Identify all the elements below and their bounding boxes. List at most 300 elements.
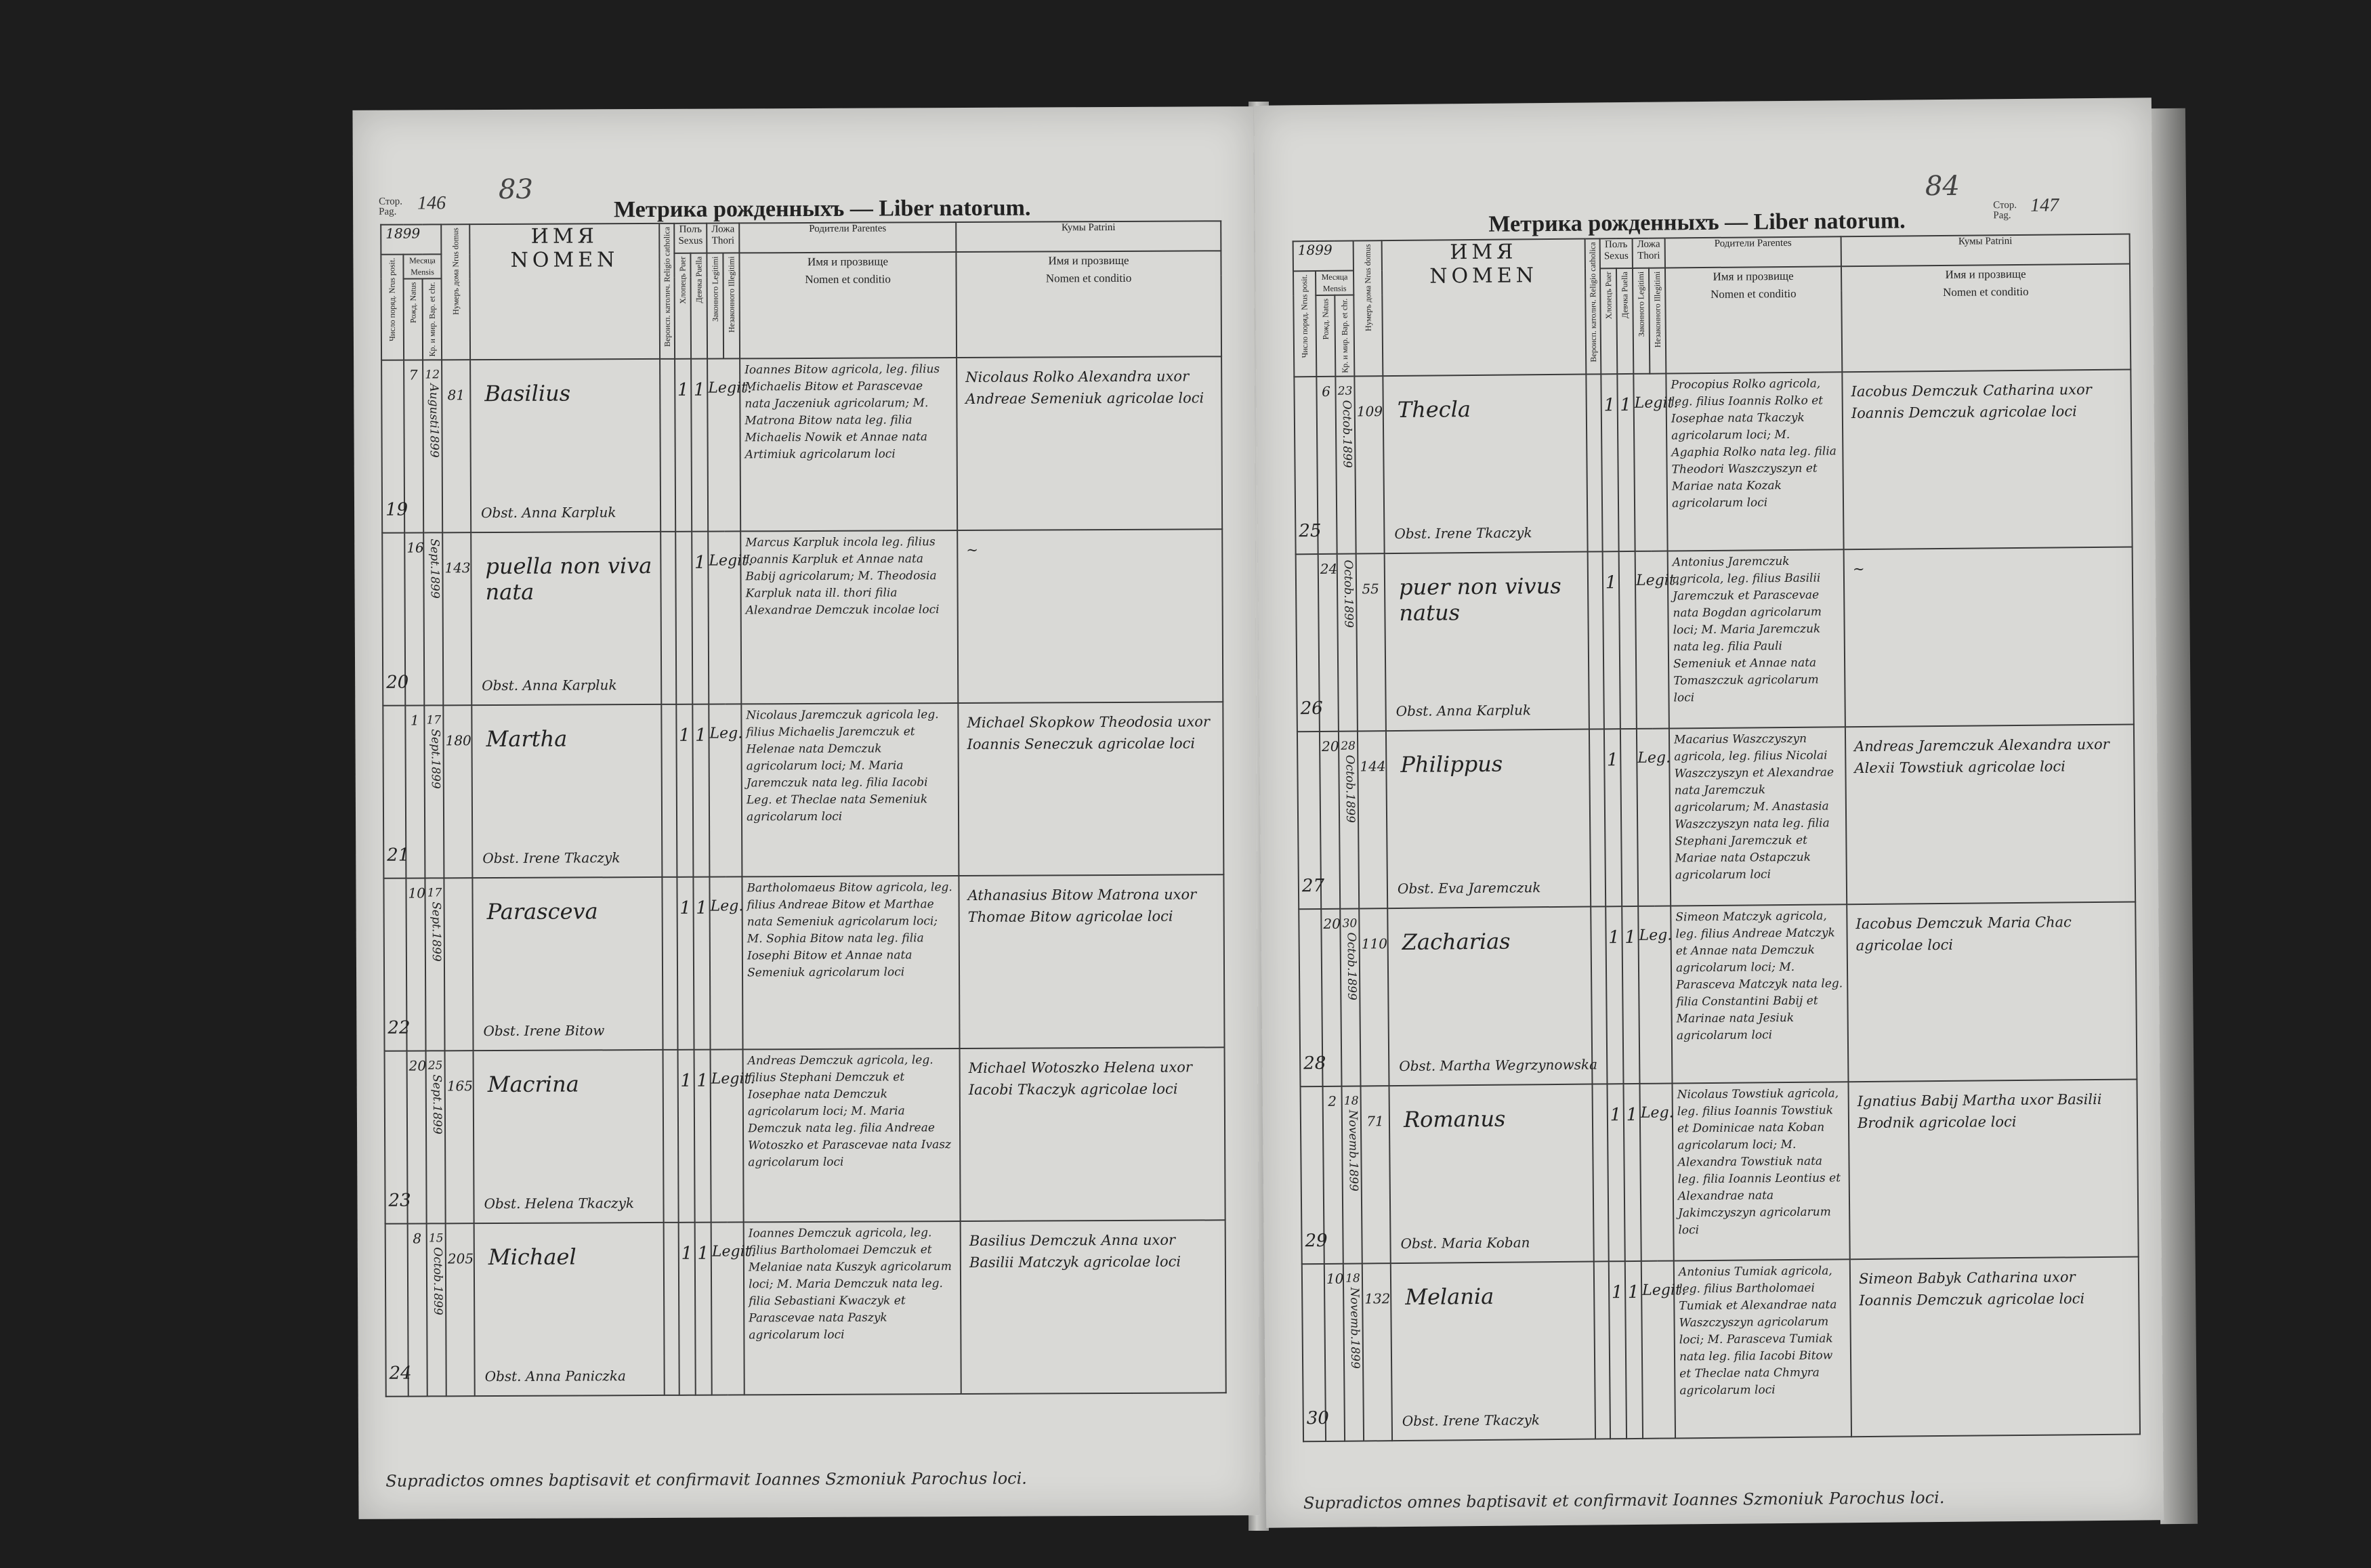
row-number-cell (385, 1051, 411, 1224)
godparents: Athanasius Bitow Matrona uxor Thomae Bitow agricolae loci (967, 886, 1197, 926)
legitimacy: Legit. (711, 1243, 756, 1260)
godparents: Iacobus Demczuk Maria Chac agricolae loci (1855, 914, 2072, 954)
legitimacy-cell (1641, 1261, 1686, 1439)
sex-male-cell (1601, 374, 1618, 551)
name-cell (1386, 729, 1591, 909)
godparents-cell (959, 874, 1224, 1048)
col-nomen (1382, 239, 1587, 377)
register-row (381, 356, 1222, 532)
house-number-cell (1361, 1086, 1391, 1263)
register-row (383, 874, 1224, 1051)
sex-male-mark: 1 (677, 379, 689, 400)
birth-day: 20 (1322, 738, 1339, 755)
page-title: Метрика рожденныхъ — Liber natorum. (614, 195, 1031, 223)
row-number-cell (1294, 377, 1322, 554)
legitimacy: Leg. (709, 725, 743, 742)
row-number-cell (385, 1224, 412, 1397)
baptism-date-cell (1337, 554, 1358, 732)
house-number-cell (444, 878, 473, 1051)
religion-cell (660, 359, 675, 532)
legitimacy-cell (709, 877, 742, 1050)
godparents-cell (1849, 1080, 2139, 1260)
child-name: puella non viva nata (485, 553, 652, 606)
midwife: Obst. Helena Tkaczyk (484, 1195, 635, 1212)
baptism-day: 17 (426, 713, 442, 727)
page-number: 146 (417, 192, 446, 214)
legitimacy-cell (1637, 729, 1671, 906)
register-row (385, 1047, 1225, 1223)
sex-female-mark: 1 (1626, 1105, 1638, 1126)
baptism-day: 23 (1337, 384, 1353, 398)
month: Sept. (427, 538, 442, 570)
child-name: Thecla (1397, 396, 1471, 423)
sex-female-mark (1621, 729, 1636, 750)
godparents-cell (961, 1220, 1226, 1394)
row-number: 23 (388, 1190, 411, 1211)
midwife: Obst. Anna Karpluk (1396, 702, 1532, 720)
godparents-cell (1847, 902, 2137, 1082)
sex-female-mark: 1 (693, 379, 705, 400)
midwife: Obst. Irene Bitow (483, 1022, 605, 1040)
nomen-la: NOMEN (510, 248, 619, 272)
birth-date-cell (1321, 909, 1341, 1086)
sex-female-cell (1622, 906, 1639, 1084)
sex-male-cell (675, 359, 692, 532)
house-number: 109 (1356, 403, 1383, 420)
col-parentes-sub: Имя и прозвище Nomen et conditio (739, 252, 957, 358)
month: Octob. (430, 1247, 445, 1286)
nomen-ru: ИМЯ (530, 224, 598, 249)
godparents-cell (957, 529, 1223, 703)
sex-male-mark: 1 (679, 725, 690, 746)
col-legit: Законного Legitimi (707, 253, 723, 359)
godparents-cell (960, 1047, 1225, 1221)
legitimacy-cell (707, 359, 752, 532)
godparents: Andreas Jaremczuk Alexandra uxor Alexii Towstiuk agricolae loci (1854, 736, 2110, 777)
birth-date-cell (1324, 1264, 1345, 1441)
name-cell (474, 1050, 664, 1223)
col-domus: Нумеръ дома Nrus domus (1354, 240, 1383, 376)
baptism-date-cell (426, 1051, 446, 1223)
parents: Nicolaus Jaremczuk agricola leg. filius Michaelis Jaremczuk et Helenae nata Demczuk agricolarum loci; M. Maria Jaremczuk nata leg. filia Iacobi Leg. et Theclae nata Semeniuk agricolarum loci (746, 708, 939, 824)
month: Novemb. (1347, 1287, 1362, 1340)
col-natus: Рожд. Natus (404, 278, 423, 360)
sex-male-mark: 1 (679, 897, 691, 918)
row-number: 22 (387, 1017, 411, 1038)
col-baptis: Кр. и мир. Bap. et chr. (1335, 295, 1354, 377)
col-nrus: Число поряд. Nrus posit. (381, 255, 404, 360)
left-page (352, 106, 1259, 1519)
house-number: 110 (1361, 935, 1387, 952)
legitimacy: Legit. (708, 379, 752, 397)
midwife: Obst. Anna Karpluk (482, 677, 617, 694)
godparents-cell (1845, 725, 2135, 905)
godparents: Nicolaus Rolko Alexandra uxor Andreae Semeniuk agricolae loci (965, 368, 1204, 408)
row-number: 19 (385, 499, 408, 520)
row-number: 24 (389, 1363, 412, 1384)
sex-male-mark: 1 (1611, 1282, 1623, 1303)
sex-female-mark: 1 (696, 897, 707, 918)
child-name: Melania (1405, 1283, 1494, 1311)
legitimacy: Leg. (1639, 927, 1673, 944)
sex-male-cell (1608, 1084, 1625, 1261)
house-number: 165 (446, 1078, 474, 1095)
parents: Simeon Matczyk agricola, leg. filius Andreae Matczyk et Annae nata Demczuk agricolarum loci; M. Parasceva Matczyk nata leg. filia Constantini Babij et Marinae nata Jesiuk agricolarum loci (1675, 909, 1843, 1043)
baptism-day: 18 (1345, 1271, 1360, 1286)
sex-female-mark: 1 (1620, 395, 1632, 416)
register-year: 1899 (1293, 241, 1354, 272)
midwife: Obst. Anna Karpluk (481, 504, 616, 522)
sex-female-cell (1620, 729, 1638, 906)
religion-cell (1594, 1261, 1610, 1439)
year: 1899 (427, 428, 441, 458)
col-nrus: Число поряд. Nrus posit. (1293, 271, 1316, 377)
house-number-cell (1354, 376, 1384, 553)
birth-date-cell (408, 1224, 427, 1397)
col-natus: Рожд. Natus (1316, 295, 1335, 377)
birth-register-left (380, 220, 1227, 1397)
baptism-day: 25 (427, 1059, 443, 1073)
col-illegit: Незаконного Illegitimi (723, 253, 740, 358)
parents: Marcus Karpluk incola leg. filius Ioannis Karpluk et Annae nata Babij agricolarum; M. Theodosia Karpluk nata ill. thori filia Alexandrae Demczuk incolae loci (745, 535, 940, 618)
sex-male-cell (677, 877, 694, 1050)
legitimacy: Leg. (1640, 1104, 1674, 1122)
birth-day: 2 (1328, 1093, 1337, 1110)
row-number-cell (1302, 1264, 1330, 1441)
house-number-cell (443, 705, 472, 878)
parents-cell (740, 358, 957, 531)
parents: Ioannes Demczuk agricola, leg. filius Bartholomaei Demczuk et Melaniae nata Kuszyk agricolarum loci; M. Maria Demczuk nata leg. filia Sebastiani Kwaczyk et Parascevae nata Paszyk agricolarum loci (748, 1226, 952, 1342)
godparents: Ignatius Babij Martha uxor Basilii Brodnik agricolae loci (1857, 1091, 2102, 1132)
parents: Antonius Jaremczuk agricola, leg. filius Basilii Jaremczuk et Parascevae nata Bogdan agricolarum loci; M. Maria Jaremczuk nata leg. filia Pauli Semeniuk et Annae nata Tomaszczuk agricolarum loci (1672, 555, 1822, 705)
col-illegit: Незаконного Illegitimi (1649, 268, 1666, 374)
legitimacy: Legit. (711, 1070, 755, 1088)
parents: Antonius Tumiak agricola, leg. filius Bartholomaei Tumiak et Alexandrae nata Waszczyszyn agricolarum loci; M. Parasceva Tumiak nata leg. filia Iacobi Bitow et Theclae nata Chmyra agricolarum loci (1678, 1264, 1837, 1398)
row-number-cell (383, 706, 410, 878)
col-nomen (469, 224, 660, 360)
col-patrini-sub: Имя и прозвище Nomen et conditio (1841, 264, 2131, 373)
col-patrini: Кумы Patrini (1841, 234, 2130, 267)
legitimacy-cell (711, 1223, 756, 1395)
page-title: Метрика рожденныхъ — Liber natorum. (1488, 208, 1906, 237)
house-number-cell (1356, 553, 1386, 731)
year: 1899 (428, 759, 442, 789)
sex-male-cell (679, 1223, 696, 1395)
sex-male-mark: 1 (1606, 750, 1618, 771)
godparents: Michael Skopkow Theodosia uxor Ioannis Seneczuk agricolae loci (967, 713, 1211, 753)
religion-cell (662, 877, 677, 1050)
midwife: Obst. Irene Tkaczyk (482, 849, 621, 867)
midwife: Obst. Eva Jaremczuk (1397, 879, 1541, 897)
nomen-ru: ИМЯ (1450, 240, 1517, 265)
sex-male-mark: 1 (1610, 1105, 1622, 1126)
name-cell (1389, 1084, 1594, 1264)
parents-cell (740, 530, 958, 704)
sex-male-mark: 1 (1608, 927, 1620, 948)
year: 1899 (431, 1286, 445, 1315)
sex-female-cell (692, 704, 709, 877)
birth-day: 24 (1320, 560, 1338, 578)
godparents: Michael Wotoszko Helena uxor Iacobi Tkaczyk agricolae loci (968, 1059, 1193, 1099)
religion-cell (1589, 729, 1606, 906)
legitimacy-cell (1638, 906, 1672, 1084)
row-number: 25 (1299, 521, 1322, 542)
legitimacy: Legit. (1634, 394, 1679, 412)
child-name: Zacharias (1402, 928, 1511, 956)
sex-female-cell (693, 877, 710, 1050)
house-number-cell (1358, 731, 1387, 908)
page-label-ru: Стор. (1993, 199, 2017, 211)
sex-male-cell (1606, 906, 1623, 1084)
house-number-cell (442, 360, 471, 532)
register-row (1297, 725, 2135, 910)
baptism-day: 12 (425, 368, 440, 382)
col-male: Хлопецъ Puer (674, 253, 691, 359)
godparents: Simeon Babyk Catharina uxor Ioannis Demczuk agricolae loci (1858, 1269, 2085, 1309)
birth-date-cell (1316, 377, 1337, 554)
parents-cell (1671, 904, 1848, 1083)
house-number-cell (1359, 908, 1389, 1086)
row-number: 28 (1303, 1053, 1326, 1074)
sex-male-cell (1604, 729, 1622, 906)
legitimacy-cell (711, 1050, 755, 1223)
month: Octob. (1344, 932, 1359, 971)
baptism-date-cell (424, 705, 444, 878)
child-name: Michael (488, 1244, 576, 1271)
col-thori: Ложа Thori (707, 223, 739, 253)
birth-day: 6 (1322, 383, 1331, 400)
parents-cell (744, 1221, 961, 1395)
col-sexus: Полъ Sexus (674, 224, 707, 253)
sex-female-cell (1617, 374, 1635, 551)
baptism-day: 15 (428, 1231, 444, 1246)
sex-male-mark: 1 (1603, 395, 1616, 416)
nomen-la: NOMEN (1429, 263, 1538, 289)
month: Sept. (429, 1074, 444, 1105)
sex-female-cell (1624, 1084, 1641, 1261)
house-number-cell (1362, 1263, 1392, 1441)
col-patrini-sub: Имя и прозвище Nomen et conditio (956, 251, 1221, 358)
birth-date-cell (405, 706, 425, 878)
sex-female-mark: 1 (697, 1243, 709, 1264)
religion-cell (1593, 1084, 1609, 1261)
sex-male-cell (1609, 1261, 1627, 1439)
birth-day: 20 (1323, 915, 1341, 933)
name-cell (470, 359, 660, 532)
right-page (1254, 98, 2164, 1527)
legitimacy: Legit. (1642, 1281, 1686, 1299)
baptism-date-cell (1340, 909, 1360, 1086)
row-number-cell (1299, 909, 1326, 1086)
house-number: 132 (1364, 1290, 1391, 1307)
page-footer-signature: Supradictos omnes baptisavit et confirmavit Ioannes Szmoniuk Parochus loci. (385, 1468, 1027, 1491)
legitimacy-cell (708, 532, 753, 704)
name-cell (471, 532, 661, 705)
register-row (1294, 370, 2132, 555)
religion-cell (660, 532, 676, 704)
register-year: 1899 (381, 224, 441, 254)
page-label-la: Pag. (379, 206, 397, 217)
register-row (1301, 1080, 2139, 1265)
row-number: 20 (386, 672, 409, 693)
year: 1899 (427, 569, 442, 599)
house-number-cell (446, 1223, 475, 1396)
house-number: 143 (444, 559, 471, 576)
godparents: Iacobus Demczuk Catharina uxor Ioannis Demczuk agricolae loci (1851, 381, 2092, 422)
godparents: Basilius Demczuk Anna uxor Basilii Matczyk agricolae loci (969, 1231, 1181, 1271)
parents-cell (1668, 549, 1845, 728)
col-domus: Нумеръ дома Nrus domus (441, 224, 470, 360)
midwife: Obst. Anna Paniczka (484, 1368, 626, 1385)
godparents-cell (958, 702, 1223, 876)
godparents-cell (957, 356, 1222, 530)
baptism-date-cell (425, 878, 444, 1051)
sex-female-mark: 1 (694, 552, 706, 573)
year: 1899 (1347, 1339, 1362, 1370)
col-sexus: Полъ Sexus (1600, 238, 1633, 268)
parents-cell (741, 703, 959, 876)
child-name: Philippus (1400, 750, 1503, 778)
parents: Bartholomaeus Bitow agricola, leg. filius Andreae Bitow et Marthae nata Semeniuk agricolarum loci; M. Sophia Bitow nata leg. filia Iosephi Bitow et Annae nata Semeniuk agricolarum loci (747, 881, 952, 980)
legitimacy-cell (1640, 1084, 1674, 1261)
sex-male-mark: 1 (681, 1243, 693, 1264)
birth-date-cell (404, 360, 423, 533)
row-number-cell (382, 533, 409, 706)
name-cell (1385, 552, 1589, 732)
house-number: 71 (1366, 1113, 1384, 1130)
religion-cell (1586, 374, 1602, 551)
col-patrini: Кумы Patrini (956, 221, 1221, 252)
baptism-date-cell (423, 532, 443, 705)
sex-male-cell (675, 532, 692, 704)
godparents: ~ (966, 541, 979, 559)
birth-date-cell (1320, 732, 1340, 909)
child-name: Romanus (1403, 1105, 1506, 1133)
year: 1899 (1346, 1162, 1360, 1192)
col-female: Девчка Puella (690, 253, 707, 359)
child-name: Martha (486, 725, 568, 753)
page-footer-signature: Supradictos omnes baptisavit et confirmavit Ioannes Szmoniuk Parochus loci. (1303, 1488, 1945, 1513)
page-number-handwritten: 84 (1925, 170, 1960, 203)
legitimacy: Leg. (710, 897, 744, 915)
sex-female-cell (692, 532, 709, 704)
year: 1899 (1341, 598, 1356, 628)
birth-date-cell (1323, 1086, 1343, 1264)
parents: Procopius Rolko agricola, leg. filius Ioannis Rolko et Iosephae nata Tkaczyk agricolarum loci; M. Agaphia Rolko nata leg. filia Theodori Waszczyszyn et Mariae nata Kozak agricolarum loci (1671, 377, 1837, 511)
month: Octob. (1343, 755, 1357, 794)
year: 1899 (1340, 438, 1354, 468)
col-thori: Ложа Thori (1633, 238, 1665, 268)
col-legit: Законного Legitimi (1633, 268, 1650, 374)
row-number-cell (1301, 1086, 1328, 1264)
sex-female-mark: 1 (696, 1070, 709, 1091)
year: 1899 (1345, 971, 1359, 1000)
col-religio: Вероисп. католич. Religio catholica (659, 224, 675, 359)
baptism-date-cell (1335, 377, 1356, 554)
house-number-cell (445, 1051, 474, 1223)
row-number-cell (383, 878, 411, 1051)
sex-male-cell (676, 704, 693, 877)
name-cell (1383, 375, 1587, 554)
godparents: ~ (1852, 561, 1865, 578)
house-number: 144 (1360, 758, 1386, 775)
child-name: Basilius (484, 380, 571, 407)
birth-day: 8 (413, 1230, 422, 1247)
house-number-cell (442, 532, 471, 705)
baptism-date-cell (1343, 1264, 1364, 1441)
sex-female-cell (1625, 1261, 1643, 1439)
house-number: 55 (1362, 580, 1379, 597)
register-row (1299, 902, 2137, 1087)
sex-female-mark: 1 (1627, 1282, 1639, 1303)
godparents-cell (1842, 370, 2132, 550)
col-month: Месяца Mensis (403, 254, 441, 278)
parents-cell (1666, 372, 1843, 551)
col-baptis: Кр. и мир. Bap. et chr. (423, 278, 442, 360)
sex-female-mark: 1 (695, 725, 707, 746)
parents: Ioannes Bitow agricola, leg. filius Michaelis Bitow et Parascevae nata Jaczeniuk agricolarum; M. Matrona Bitow nata leg. filia Michaelis Nowik et Annae nata Artimiuk agricolarum loci (744, 362, 940, 462)
page-number-handwritten: 83 (498, 173, 533, 205)
religion-cell (1591, 906, 1607, 1084)
register-row (382, 529, 1223, 705)
parents-cell (743, 1048, 961, 1222)
month: Octob. (1341, 559, 1356, 599)
baptism-day: 30 (1342, 916, 1358, 931)
name-cell (1391, 1262, 1595, 1441)
col-month: Месяца Mensis (1316, 271, 1354, 295)
child-name: Macrina (487, 1071, 579, 1098)
parents-cell (1669, 727, 1847, 906)
religion-cell (661, 704, 677, 877)
house-number: 81 (447, 387, 465, 404)
name-cell (472, 877, 663, 1051)
year: 1899 (429, 932, 443, 962)
col-male: Хлопецъ Puer (1600, 268, 1617, 374)
sex-female-cell (1619, 551, 1637, 729)
sex-male-cell (678, 1050, 695, 1223)
month: Sept. (428, 729, 442, 760)
birth-day: 1 (410, 712, 419, 729)
house-number: 180 (445, 732, 471, 749)
religion-cell (663, 1050, 679, 1223)
birth-day: 16 (406, 539, 424, 556)
legitimacy: Legit. (1635, 572, 1680, 590)
month: Octob. (1339, 400, 1354, 439)
parents: Nicolaus Towstiuk agricola, leg. filius Ioannis Towstiuk et Dominicae nata Koban agricolarum loci; M. Alexandra Towstiuk nata leg. filia Ioannis Leontius et Alexandrae nata Jakimczyszyn agricolarum loci (1677, 1086, 1841, 1237)
month: Novemb. (1345, 1109, 1360, 1162)
row-number: 30 (1306, 1408, 1330, 1429)
godparents-cell (1844, 547, 2134, 727)
birth-date-cell (1318, 554, 1339, 732)
midwife: Obst. Irene Tkaczyk (1402, 1412, 1540, 1430)
row-number: 27 (1301, 876, 1325, 897)
sex-female-cell (695, 1223, 712, 1395)
register-row (385, 1220, 1226, 1396)
name-cell (471, 704, 662, 878)
parents: Macarius Waszczyszyn agricola, leg. filius Nicolai Waszczyszyn et Alexandrae nata Jaremczuk agricolarum; M. Anastasia Waszczyszyn nata leg. filia Stephani Jaremczuk et Mariae nata Ostapczuk agricolarum loci (1674, 732, 1834, 883)
baptism-date-cell (423, 360, 442, 532)
parents-cell (1674, 1259, 1851, 1438)
year: 1899 (1343, 793, 1358, 823)
register-row (1302, 1257, 2140, 1442)
col-female: Девчка Puella (1616, 268, 1633, 374)
sex-male-mark (676, 532, 691, 553)
year: 1899 (429, 1105, 444, 1135)
month: Sept. (429, 902, 443, 933)
religion-cell (664, 1223, 679, 1395)
sex-male-mark: 1 (1605, 572, 1617, 593)
sex-female-cell (691, 359, 708, 532)
